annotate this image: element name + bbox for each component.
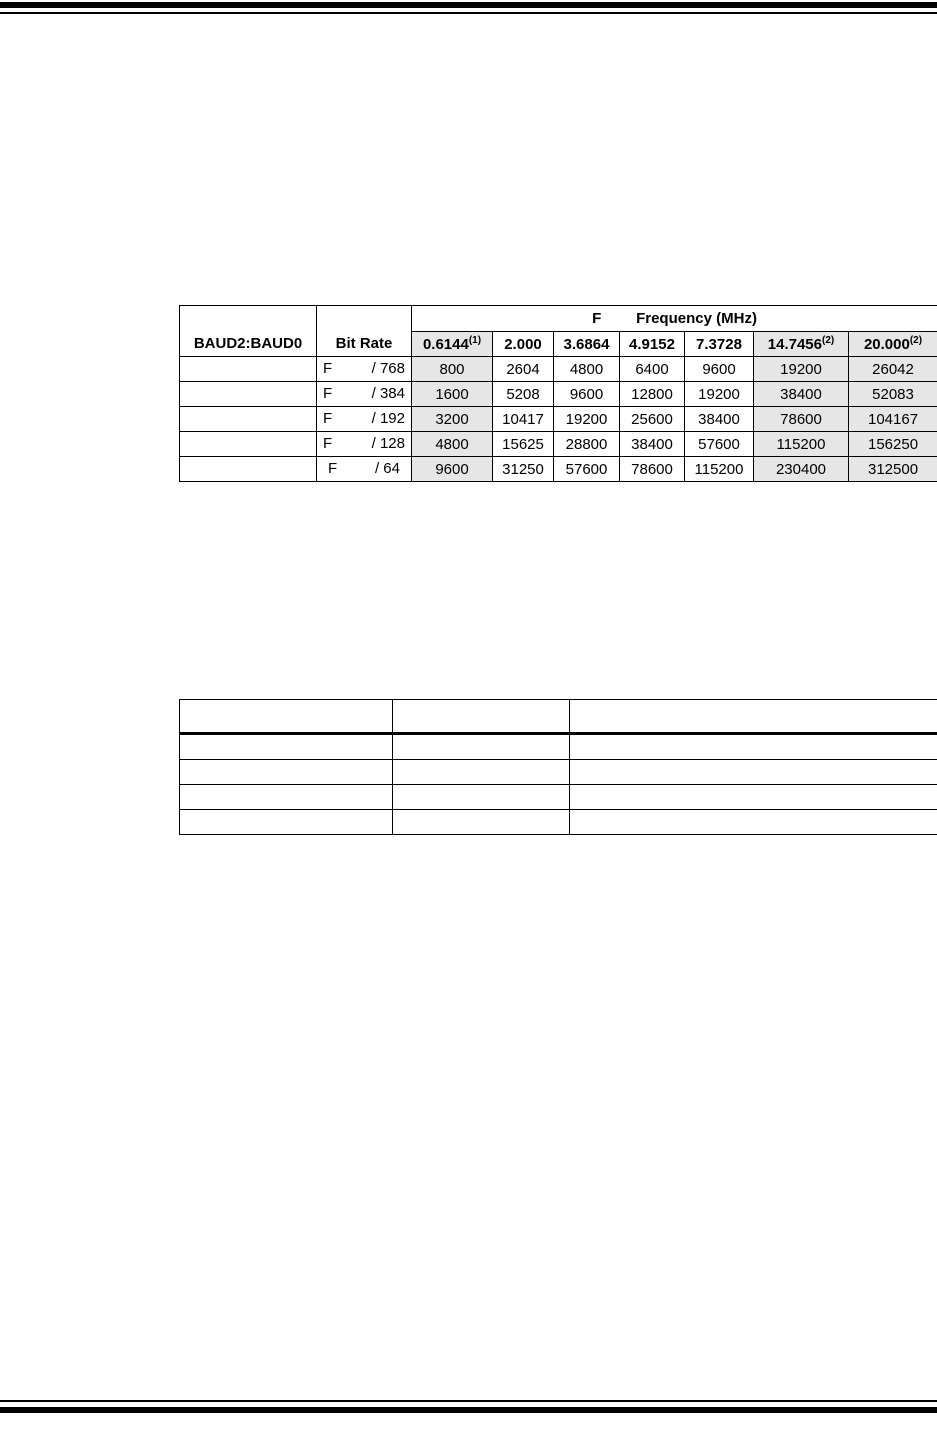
- freq-header-5: 14.7456$^{(2)}$: [754, 332, 849, 357]
- empty-cell: [180, 785, 393, 810]
- freq-header-1: 2.000: [493, 332, 554, 357]
- value-cell: 4800: [554, 357, 620, 382]
- empty-cell: [393, 785, 570, 810]
- table-row: [180, 457, 937, 482]
- bottom-rule-thick: [0, 1407, 937, 1413]
- value-cell: 38400: [754, 382, 849, 407]
- top-rule-thick: [0, 2, 937, 8]
- value-cell: 31250: [493, 457, 554, 482]
- empty-cell: [393, 760, 570, 785]
- value-cell: 9600: [685, 357, 754, 382]
- value-cell: 10417: [493, 407, 554, 432]
- value-cell: 12800: [620, 382, 685, 407]
- table-row: [180, 810, 937, 835]
- table-row: [180, 382, 937, 407]
- empty-cell: [180, 734, 393, 760]
- empty-cell: [570, 810, 937, 835]
- value-cell: 230400: [754, 457, 849, 482]
- value-cell: 52083: [849, 382, 937, 407]
- value-cell: 3200: [412, 407, 493, 432]
- value-cell: 115200: [685, 457, 754, 482]
- baud-cell: [180, 432, 317, 457]
- value-cell: 1600: [412, 382, 493, 407]
- value-cell: 28800: [554, 432, 620, 457]
- freq-header-4: 7.3728: [685, 332, 754, 357]
- value-cell: 78600: [754, 407, 849, 432]
- value-cell: 57600: [685, 432, 754, 457]
- value-cell: 78600: [620, 457, 685, 482]
- baud-rate-table: [179, 305, 937, 482]
- value-cell: 9600: [412, 457, 493, 482]
- empty-cell: [180, 700, 393, 734]
- value-cell: 800: [412, 357, 493, 382]
- bitrate-cell: F / 128: [317, 432, 412, 457]
- value-cell: 4800: [412, 432, 493, 457]
- empty-cell: [393, 810, 570, 835]
- value-cell: 156250: [849, 432, 937, 457]
- baud-cell: [180, 382, 317, 407]
- value-cell: 57600: [554, 457, 620, 482]
- bitrate-cell: F / 768: [317, 357, 412, 382]
- empty-cell: [393, 734, 570, 760]
- value-cell: 25600: [620, 407, 685, 432]
- table-row: [180, 432, 937, 457]
- baud-cell: [180, 407, 317, 432]
- freq-header-2: 3.6864: [554, 332, 620, 357]
- freq-header-0: 0.6144$^{(1)}$: [412, 332, 493, 357]
- empty-cell: [180, 810, 393, 835]
- empty-cell: [180, 760, 393, 785]
- bitrate-cell: F / 384: [317, 382, 412, 407]
- frequency-f-label: F: [592, 310, 602, 327]
- value-cell: 9600: [554, 382, 620, 407]
- value-cell: 2604: [493, 357, 554, 382]
- table-row: [180, 734, 937, 760]
- bitrate-cell: F / 64: [317, 457, 412, 482]
- value-cell: 38400: [620, 432, 685, 457]
- baud-cell: [180, 357, 317, 382]
- top-rule-thin: [0, 12, 937, 14]
- value-cell: 5208: [493, 382, 554, 407]
- freq-header-3: 4.9152: [620, 332, 685, 357]
- empty-table: [179, 699, 937, 835]
- value-cell: 19200: [754, 357, 849, 382]
- empty-cell: [570, 734, 937, 760]
- freq-header-6: 20.000$^{(2)}$: [849, 332, 937, 357]
- empty-cell: [570, 785, 937, 810]
- value-cell: 19200: [554, 407, 620, 432]
- value-cell: 15625: [493, 432, 554, 457]
- value-cell: 38400: [685, 407, 754, 432]
- table-row: [180, 407, 937, 432]
- empty-cell: [393, 700, 570, 734]
- table-row: [180, 357, 937, 382]
- empty-table-header-row: [180, 700, 937, 734]
- bitrate-column-header: Bit Rate: [317, 306, 412, 357]
- value-cell: 19200: [685, 382, 754, 407]
- value-cell: 26042: [849, 357, 937, 382]
- bottom-rule-thin: [0, 1400, 937, 1402]
- bitrate-cell: F / 192: [317, 407, 412, 432]
- table-row: [180, 785, 937, 810]
- value-cell: 6400: [620, 357, 685, 382]
- value-cell: 115200: [754, 432, 849, 457]
- value-cell: 312500: [849, 457, 937, 482]
- value-cell: 104167: [849, 407, 937, 432]
- empty-cell: [570, 760, 937, 785]
- table-row: [180, 760, 937, 785]
- baud-cell: [180, 457, 317, 482]
- empty-cell: [570, 700, 937, 734]
- baud-column-header: BAUD2:BAUD0: [180, 306, 317, 357]
- frequency-title: Frequency (MHz): [636, 310, 757, 327]
- frequency-group-header: [412, 306, 937, 332]
